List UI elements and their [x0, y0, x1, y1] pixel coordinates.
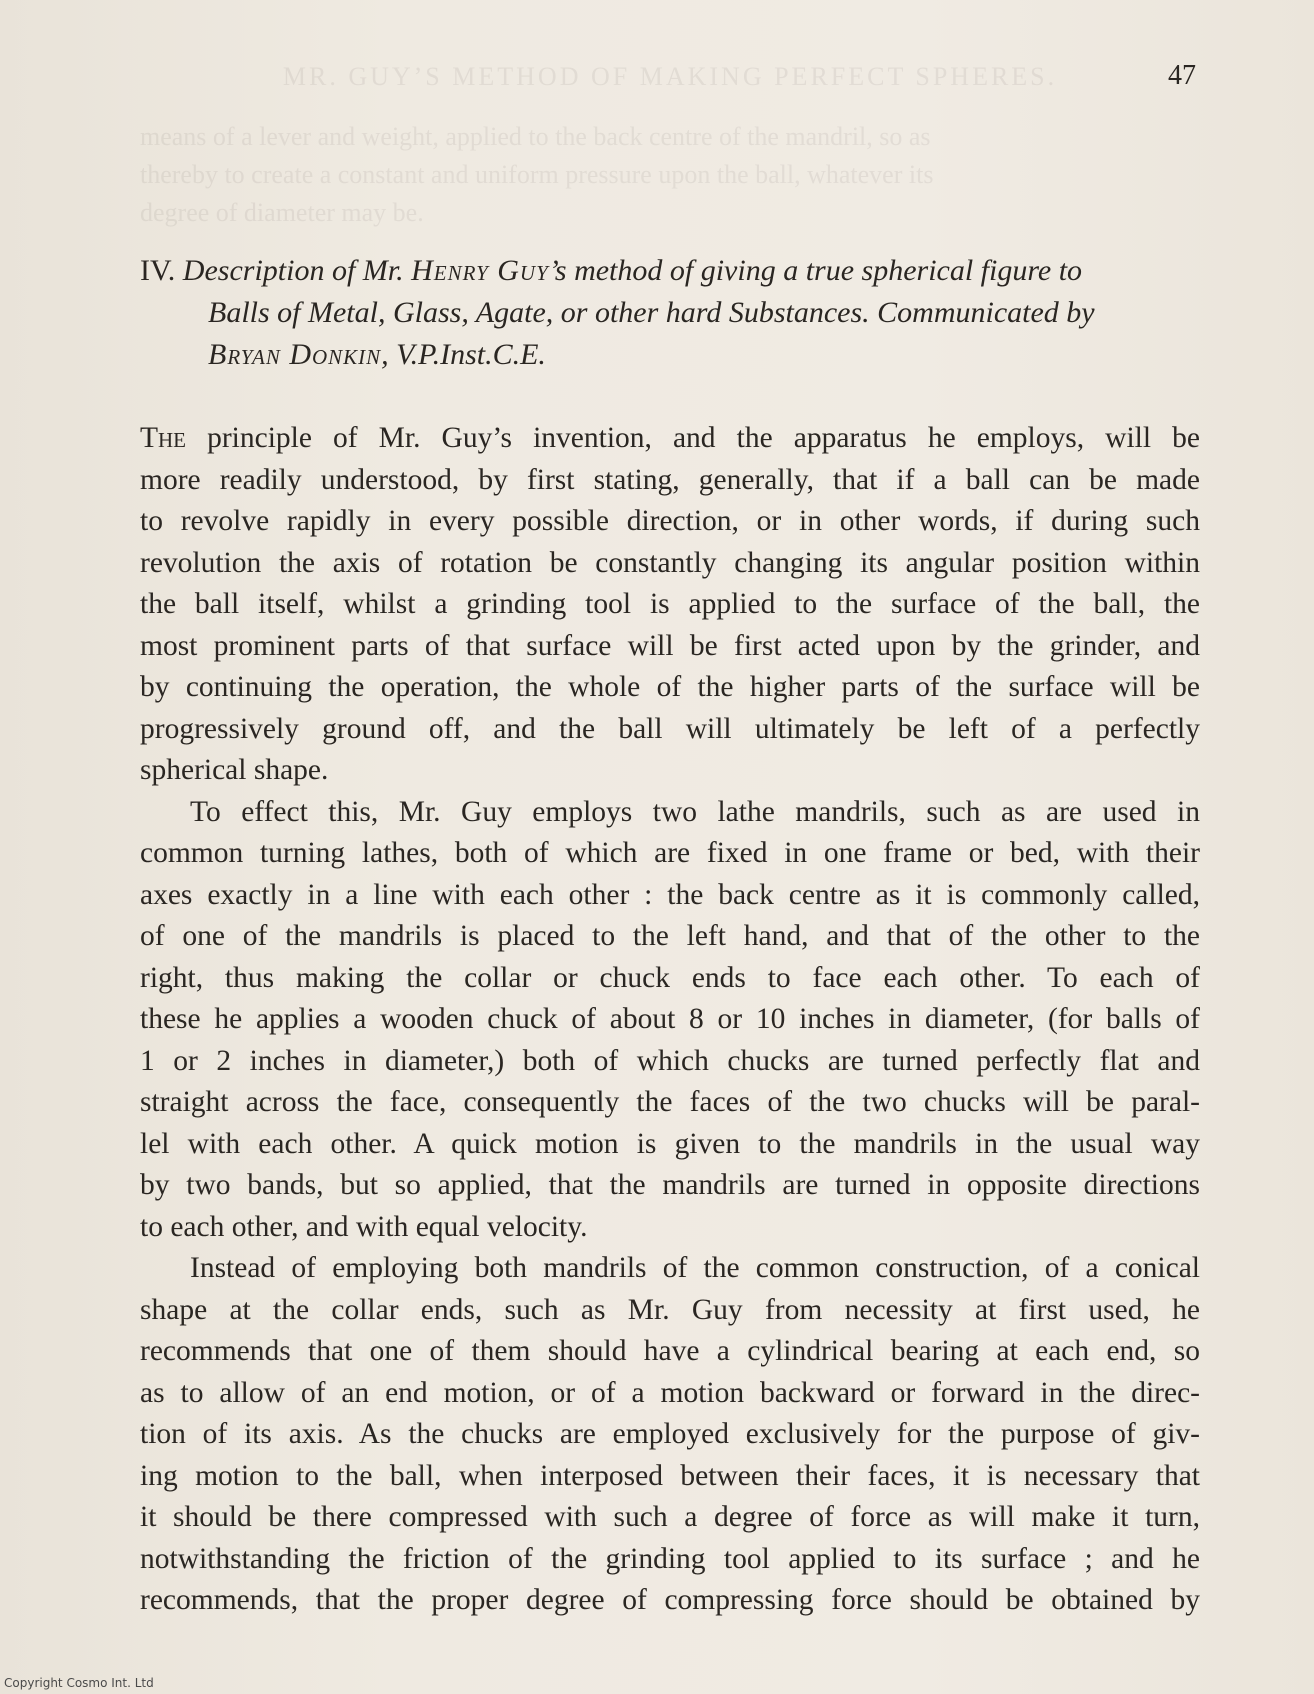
- text-line: notwithstanding the friction of the grinding tool applied to its surface ; and he: [140, 1542, 1200, 1575]
- text-line: by two bands, but so applied, that the mandrils are turned in opposite directions: [140, 1169, 1200, 1201]
- text-line: common turning lathes, both of which are fixed in one frame or bed, with their: [140, 837, 1200, 869]
- text-line: axes exactly in a line with each other : the back centre as it is commonly called,: [140, 878, 1200, 911]
- article-title: [140, 250, 1200, 376]
- text-line: tion of its axis. As the chucks are employed exclusively for the purpose of giv-: [140, 1418, 1200, 1450]
- text-line: 1 or 2 inches in diameter,) both of which chucks are turned perfectly flat and: [140, 1044, 1200, 1077]
- text-line: to each other, and with equal velocity.: [140, 1210, 588, 1243]
- title-author-name: Henry Guy: [411, 254, 549, 287]
- title-text: Description of Mr.: [182, 254, 412, 287]
- text-line: more readily understood, by first stating, generally, that if a ball can be made: [140, 463, 1200, 496]
- title-text: ’s method of giving a true spherical figure to: [548, 254, 1083, 287]
- text-line: principle of Mr. Guy’s invention, and the apparatus he employs, will be: [186, 422, 1200, 454]
- lead-word: The: [140, 422, 187, 454]
- text-line: to revolve rapidly in every possible direction, or in other words, if during such: [140, 505, 1200, 537]
- paragraph: [140, 792, 1200, 1249]
- text-line: it should be there compressed with such a degree of force as will make it turn,: [140, 1501, 1200, 1533]
- show-through-header: MR. GUY’S METHOD OF MAKING PERFECT SPHERES.: [282, 62, 1058, 91]
- text-line: right, thus making the collar or chuck ends to face each other. To each of: [140, 961, 1200, 994]
- text-line: spherical shape.: [140, 754, 329, 786]
- title-communicator-name: Bryan Donkin: [208, 338, 382, 371]
- text-line: straight across the face, consequently the faces of the two chucks will be paral-: [140, 1086, 1200, 1118]
- text-line: ing motion to the ball, when interposed between their faces, it is necessary that: [140, 1459, 1200, 1492]
- text-line: by continuing the operation, the whole of the higher parts of the surface will be: [140, 671, 1200, 703]
- text-line: most prominent parts of that surface will be first acted upon by the grinder, and: [140, 629, 1200, 662]
- text-line: Instead of employing both mandrils of the common construction, of a conical: [190, 1252, 1200, 1284]
- text-line: recommends that one of them should have a cylindrical bearing at each end, so: [140, 1335, 1200, 1367]
- copyright-notice: Copyright Cosmo Int. Ltd: [4, 1676, 154, 1690]
- text-line: as to allow of an end motion, or of a motion backward or forward in the direc-: [140, 1376, 1200, 1409]
- page-number: 47: [1168, 60, 1196, 91]
- title-text: , V.P.Inst.C.E.: [381, 338, 546, 371]
- text-line: progressively ground off, and the ball will ultimately be left of a perfectly: [140, 712, 1200, 745]
- text-line: revolution the axis of rotation be constantly changing its angular position within: [140, 546, 1200, 579]
- text-line: recommends, that the proper degree of compressing force should be obtained by: [140, 1584, 1200, 1616]
- text-line: the ball itself, whilst a grinding tool is applied to the surface of the ball, the: [140, 588, 1200, 620]
- show-through-line: thereby to create a constant and uniform pressure upon the ball, whatever its: [140, 160, 934, 189]
- paragraph: [140, 418, 1200, 792]
- text-line: these he applies a wooden chuck of about 8 or 10 inches in diameter, (for balls of: [140, 1003, 1200, 1035]
- title-text: Balls of Metal, Glass, Agate, or other hard Substances. Communicated by: [208, 296, 1095, 329]
- text-line: shape at the collar ends, such as Mr. Guy from necessity at first used, he: [140, 1293, 1200, 1326]
- text-line: To effect this, Mr. Guy employs two lathe mandrils, such as are used in: [190, 795, 1200, 828]
- paragraph: [140, 1248, 1200, 1622]
- show-through-line: means of a lever and weight, applied to the back centre of the mandril, so as: [140, 122, 931, 151]
- article-body: [140, 418, 1200, 1622]
- text-line: of one of the mandrils is placed to the left hand, and that of the other to the: [140, 920, 1200, 952]
- show-through-line: degree of diameter may be.: [140, 198, 424, 227]
- text-line: lel with each other. A quick motion is given to the mandrils in the usual way: [140, 1127, 1200, 1160]
- article-numeral: IV.: [140, 254, 176, 287]
